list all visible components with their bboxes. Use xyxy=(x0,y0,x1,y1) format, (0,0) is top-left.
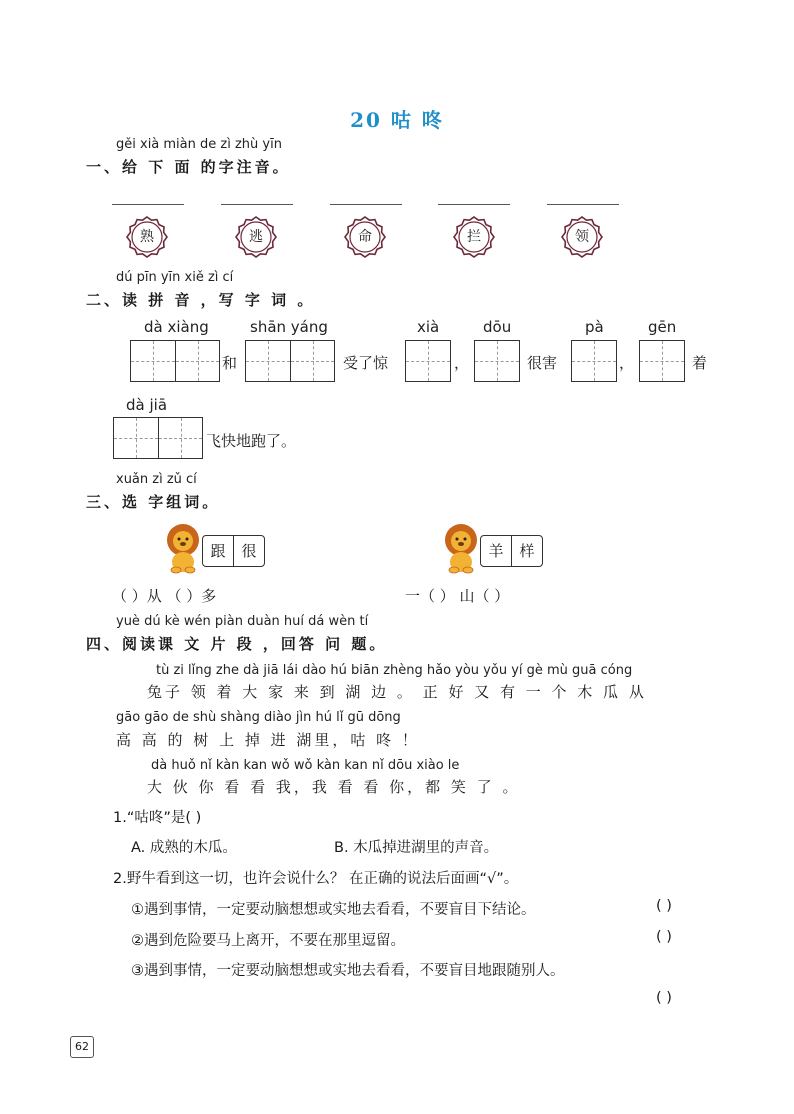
question-1[interactable]: 1.“咕咚”是( ) xyxy=(113,810,202,826)
writing-grid-1[interactable] xyxy=(474,340,520,382)
lion-icon xyxy=(163,522,205,574)
char-to-annotate: 命 xyxy=(358,229,372,245)
sec4-heading: 四、阅读课 文 片 段 ，回答 问 题。 xyxy=(86,635,388,653)
passage-line: 兔子 领 着 大 家 来 到 湖 边 。 正 好 又 有 一 个 木 瓜 从 xyxy=(147,683,647,701)
answer-paren[interactable]: ( ) xyxy=(656,929,672,945)
char-to-annotate: 熟 xyxy=(140,229,154,245)
text-shoule-jing: 受了惊 xyxy=(343,354,389,372)
answer-line[interactable] xyxy=(438,204,510,205)
char-to-annotate: 拦 xyxy=(467,229,481,245)
text-comma: ， xyxy=(454,354,470,372)
statement-3: ③遇到事情，一定要动脑想想或实地去看看，不要盲目地跟随别人。 xyxy=(131,963,565,979)
writing-grid-1[interactable] xyxy=(571,340,617,382)
pinyin-xia: xià xyxy=(417,318,440,336)
statement-2: ②遇到危险要马上离开，不要在那里逗留。 xyxy=(131,933,405,949)
text-zhe: 着 xyxy=(692,354,708,372)
sec4-pinyin: yuè dú kè wén piàn duàn huí dá wèn tí xyxy=(116,614,369,629)
page-number: 62 xyxy=(70,1036,94,1058)
lion-mascot xyxy=(441,522,483,574)
sec1-pinyin: gěi xià miàn de zì zhù yīn xyxy=(116,137,282,152)
option-b[interactable]: B. 木瓜掉进湖里的声音。 xyxy=(334,840,499,856)
choice-char[interactable]: 样 xyxy=(511,536,542,566)
char-to-annotate: 逃 xyxy=(249,229,263,245)
answer-line[interactable] xyxy=(547,204,619,205)
flower-char-box xyxy=(233,214,279,260)
writing-grid-2[interactable] xyxy=(130,340,220,382)
choice-char[interactable]: 羊 xyxy=(488,542,504,560)
option-a[interactable]: A. 成熟的木瓜。 xyxy=(131,840,237,856)
char-choice-box xyxy=(480,535,543,567)
text-hen-hai: 很害 xyxy=(527,354,558,372)
lesson-title: 20 咕 咚 xyxy=(350,108,444,132)
answer-line[interactable] xyxy=(221,204,293,205)
writing-grid-2[interactable] xyxy=(113,417,203,459)
passage-pinyin: tù zi lǐng zhe dà jiā lái dào hú biān zhèng hǎo yòu yǒu yí gè mù guā cóng xyxy=(156,663,633,678)
answer-line[interactable] xyxy=(330,204,402,205)
writing-grid-2[interactable] xyxy=(245,340,335,382)
flower-char-box xyxy=(124,214,170,260)
choice-char[interactable]: 很 xyxy=(233,536,264,566)
answer-paren[interactable]: ( ) xyxy=(656,898,672,914)
sec2-heading: 二、读 拼 音 ，写 字 词 。 xyxy=(86,291,316,309)
passage-pinyin: gāo gāo de shù shàng diào jìn hú lǐ gū dōng xyxy=(116,710,401,725)
sec2-pinyin: dú pīn yīn xiě zì cí xyxy=(116,270,234,285)
flower-char-box xyxy=(559,214,605,260)
word-blanks-right[interactable]: 一（ ） 山（ ） xyxy=(405,587,510,605)
pinyin-gen: gēn xyxy=(648,318,677,336)
lion-icon xyxy=(441,522,483,574)
char-to-annotate: 领 xyxy=(575,229,589,245)
sec3-heading: 三、选 字组词。 xyxy=(86,493,221,511)
pinyin-dajia: dà jiā xyxy=(126,396,168,414)
flower-char-box xyxy=(451,214,497,260)
passage-line: 高 高 的 树 上 掉 进 湖里，咕 咚 ！ xyxy=(116,731,420,749)
answer-paren[interactable]: ( ) xyxy=(656,990,672,1006)
passage-line: 大 伙 你 看 看 我，我 看 看 你，都 笑 了 。 xyxy=(147,778,521,796)
pinyin-shanyang: shān yáng xyxy=(250,318,328,336)
statement-1: ①遇到事情，一定要动脑想想或实地去看看，不要盲目下结论。 xyxy=(131,902,536,918)
char-choice-box xyxy=(202,535,265,567)
question-2: 2.野牛看到这一切，也许会说什么？ 在正确的说法后面画“√”。 xyxy=(113,871,519,887)
pinyin-dou: dōu xyxy=(483,318,512,336)
pinyin-daxiang: dà xiàng xyxy=(144,318,209,336)
text-he: 和 xyxy=(222,354,238,372)
flower-char-box xyxy=(342,214,388,260)
text-feikuai: 飞快地跑了。 xyxy=(206,432,297,450)
writing-grid-1[interactable] xyxy=(405,340,451,382)
passage-pinyin: dà huǒ nǐ kàn kan wǒ wǒ kàn kan nǐ dōu xiào le xyxy=(151,758,460,773)
word-blanks-left[interactable]: （ ）从 （ ）多 xyxy=(112,587,217,605)
pinyin-pa: pà xyxy=(585,318,604,336)
writing-grid-1[interactable] xyxy=(639,340,685,382)
lion-mascot xyxy=(163,522,205,574)
choice-char[interactable]: 跟 xyxy=(210,542,226,560)
answer-line[interactable] xyxy=(112,204,184,205)
sec3-pinyin: xuǎn zì zǔ cí xyxy=(116,472,197,487)
text-comma: ， xyxy=(619,354,635,372)
sec1-heading: 一、给 下 面 的字注音。 xyxy=(86,158,291,176)
